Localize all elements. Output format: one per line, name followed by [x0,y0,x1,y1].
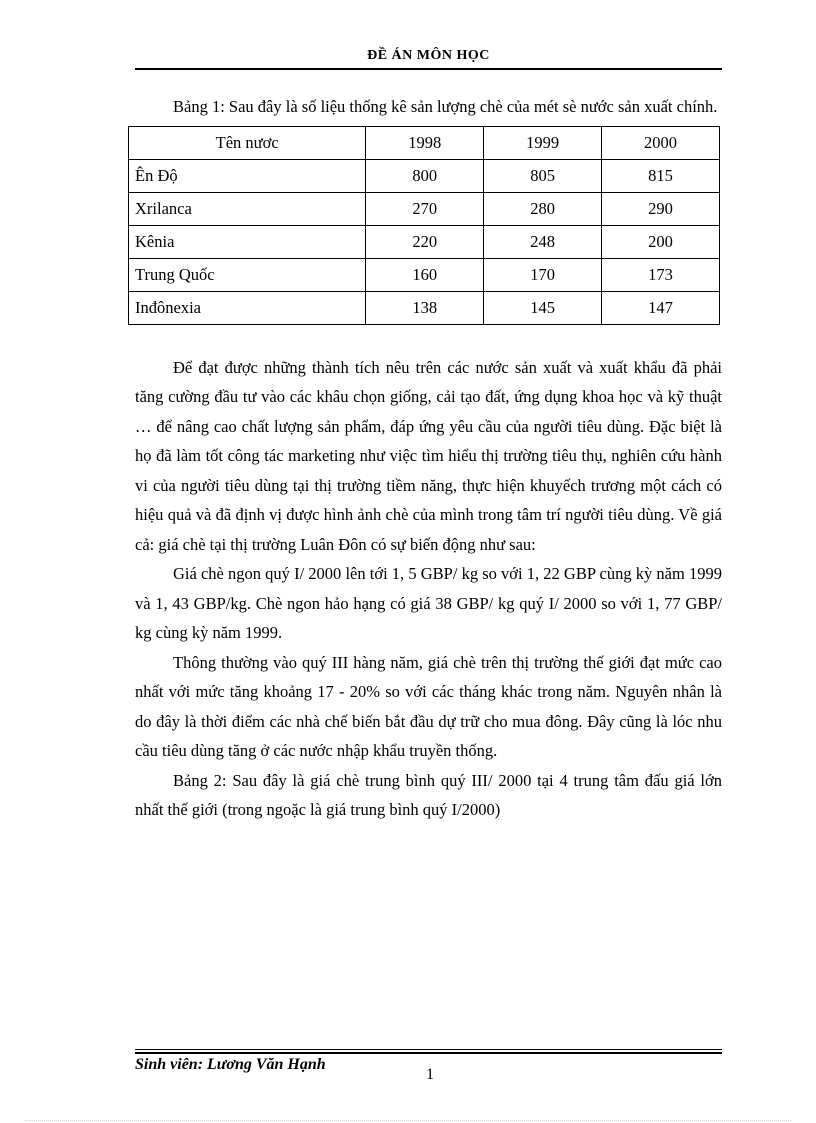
footer-rule [135,1049,722,1050]
value-cell: 800 [366,159,484,192]
value-cell: 805 [484,159,602,192]
footer-author: Sinh viên: Lương Văn Hạnh [135,1056,326,1073]
value-cell: 280 [484,192,602,225]
header-rule [135,68,722,70]
value-cell: 145 [484,291,602,324]
country-cell: Kênia [129,225,366,258]
value-cell: 248 [484,225,602,258]
table1-intro: Bảng 1: Sau đây là số liệu thống kê sản lượng chè của mét sè nước sản xuất chính. [173,97,718,116]
country-cell: Xrilanca [129,192,366,225]
country-cell: Ên Độ [129,159,366,192]
table-row [129,192,720,225]
table-row [129,258,720,291]
value-cell: 220 [366,225,484,258]
value-cell: 160 [366,258,484,291]
value-cell: 138 [366,291,484,324]
column-header: 1998 [366,126,484,159]
paragraph-q3-trend: Thông thường vào quý III hàng năm, giá chè trên thị trường thế giới đạt mức cao nhất với mức tăng khoảng 17 - 20% so với các tháng khác trong năm. Nguyên nhân là do đây là thời điểm các nhà chế biến bắt đầu dự trữ cho mua đông. Đây cũng là lóc nhu cầu tiêu dùng tăng ở các nước nhập khẩu truyền thống. [135,652,722,760]
table2-intro: Bảng 2: Sau đây là giá chè trung bình quý III/ 2000 tại 4 trung tâm đấu giá lớn nhất thế giới (trong ngoặc là giá trung bình quý I/2000) [135,770,722,819]
value-cell: 147 [602,291,720,324]
value-cell: 200 [602,225,720,258]
country-cell: Inđônexia [129,291,366,324]
page-edge [25,1120,791,1121]
column-header: Tên nươc [129,126,366,159]
value-cell: 270 [366,192,484,225]
tea-production-table [128,126,720,325]
country-cell: Trung Quốc [129,258,366,291]
value-cell: 290 [602,192,720,225]
document-body [135,92,722,825]
footer-rule [135,1052,722,1054]
column-header: 2000 [602,126,720,159]
page-header-title: ĐỀ ÁN MÔN HỌC [367,48,490,63]
page-number: 1 [426,1066,434,1083]
paragraph-marketing: Để đạt được những thành tích nêu trên các nước sản xuất và xuất khẩu đã phải tăng cường đầu tư vào các khâu chọn giống, cải tạo đất, ứng dụng khoa học và kỹ thuật … để nâng cao chất lượng sản phẩm, đáp ứng yêu cầu của người tiêu dùng. Đặc biệt là họ đã làm tốt công tác marketing như việc tìm hiểu thị trường tiêu thụ, nghiên cứu hành vi của người tiêu dùng tại thị trường tiềm năng, thực hiện khuyếch trương một cách có hiệu quả và đã định vị được hình ảnh chè của mình trong tâm trí người tiêu dùng. Về giá cả: giá chè tại thị trường Luân Đôn có sự biến động như sau: [135,357,722,554]
table-header-row [129,126,720,159]
column-header: 1999 [484,126,602,159]
paragraph-price-q1: Giá chè ngon quý I/ 2000 lên tới 1, 5 GBP/ kg so với 1, 22 GBP cùng kỳ năm 1999 và 1, 43 GBP/kg. Chè ngon hảo hạng có giá 38 GBP/ kg quý I/ 2000 so với 1, 77 GBP/ kg cùng kỳ năm 1999. [135,564,722,642]
table-row [129,225,720,258]
value-cell: 173 [602,258,720,291]
value-cell: 815 [602,159,720,192]
table-row [129,159,720,192]
table-row [129,291,720,324]
value-cell: 170 [484,258,602,291]
